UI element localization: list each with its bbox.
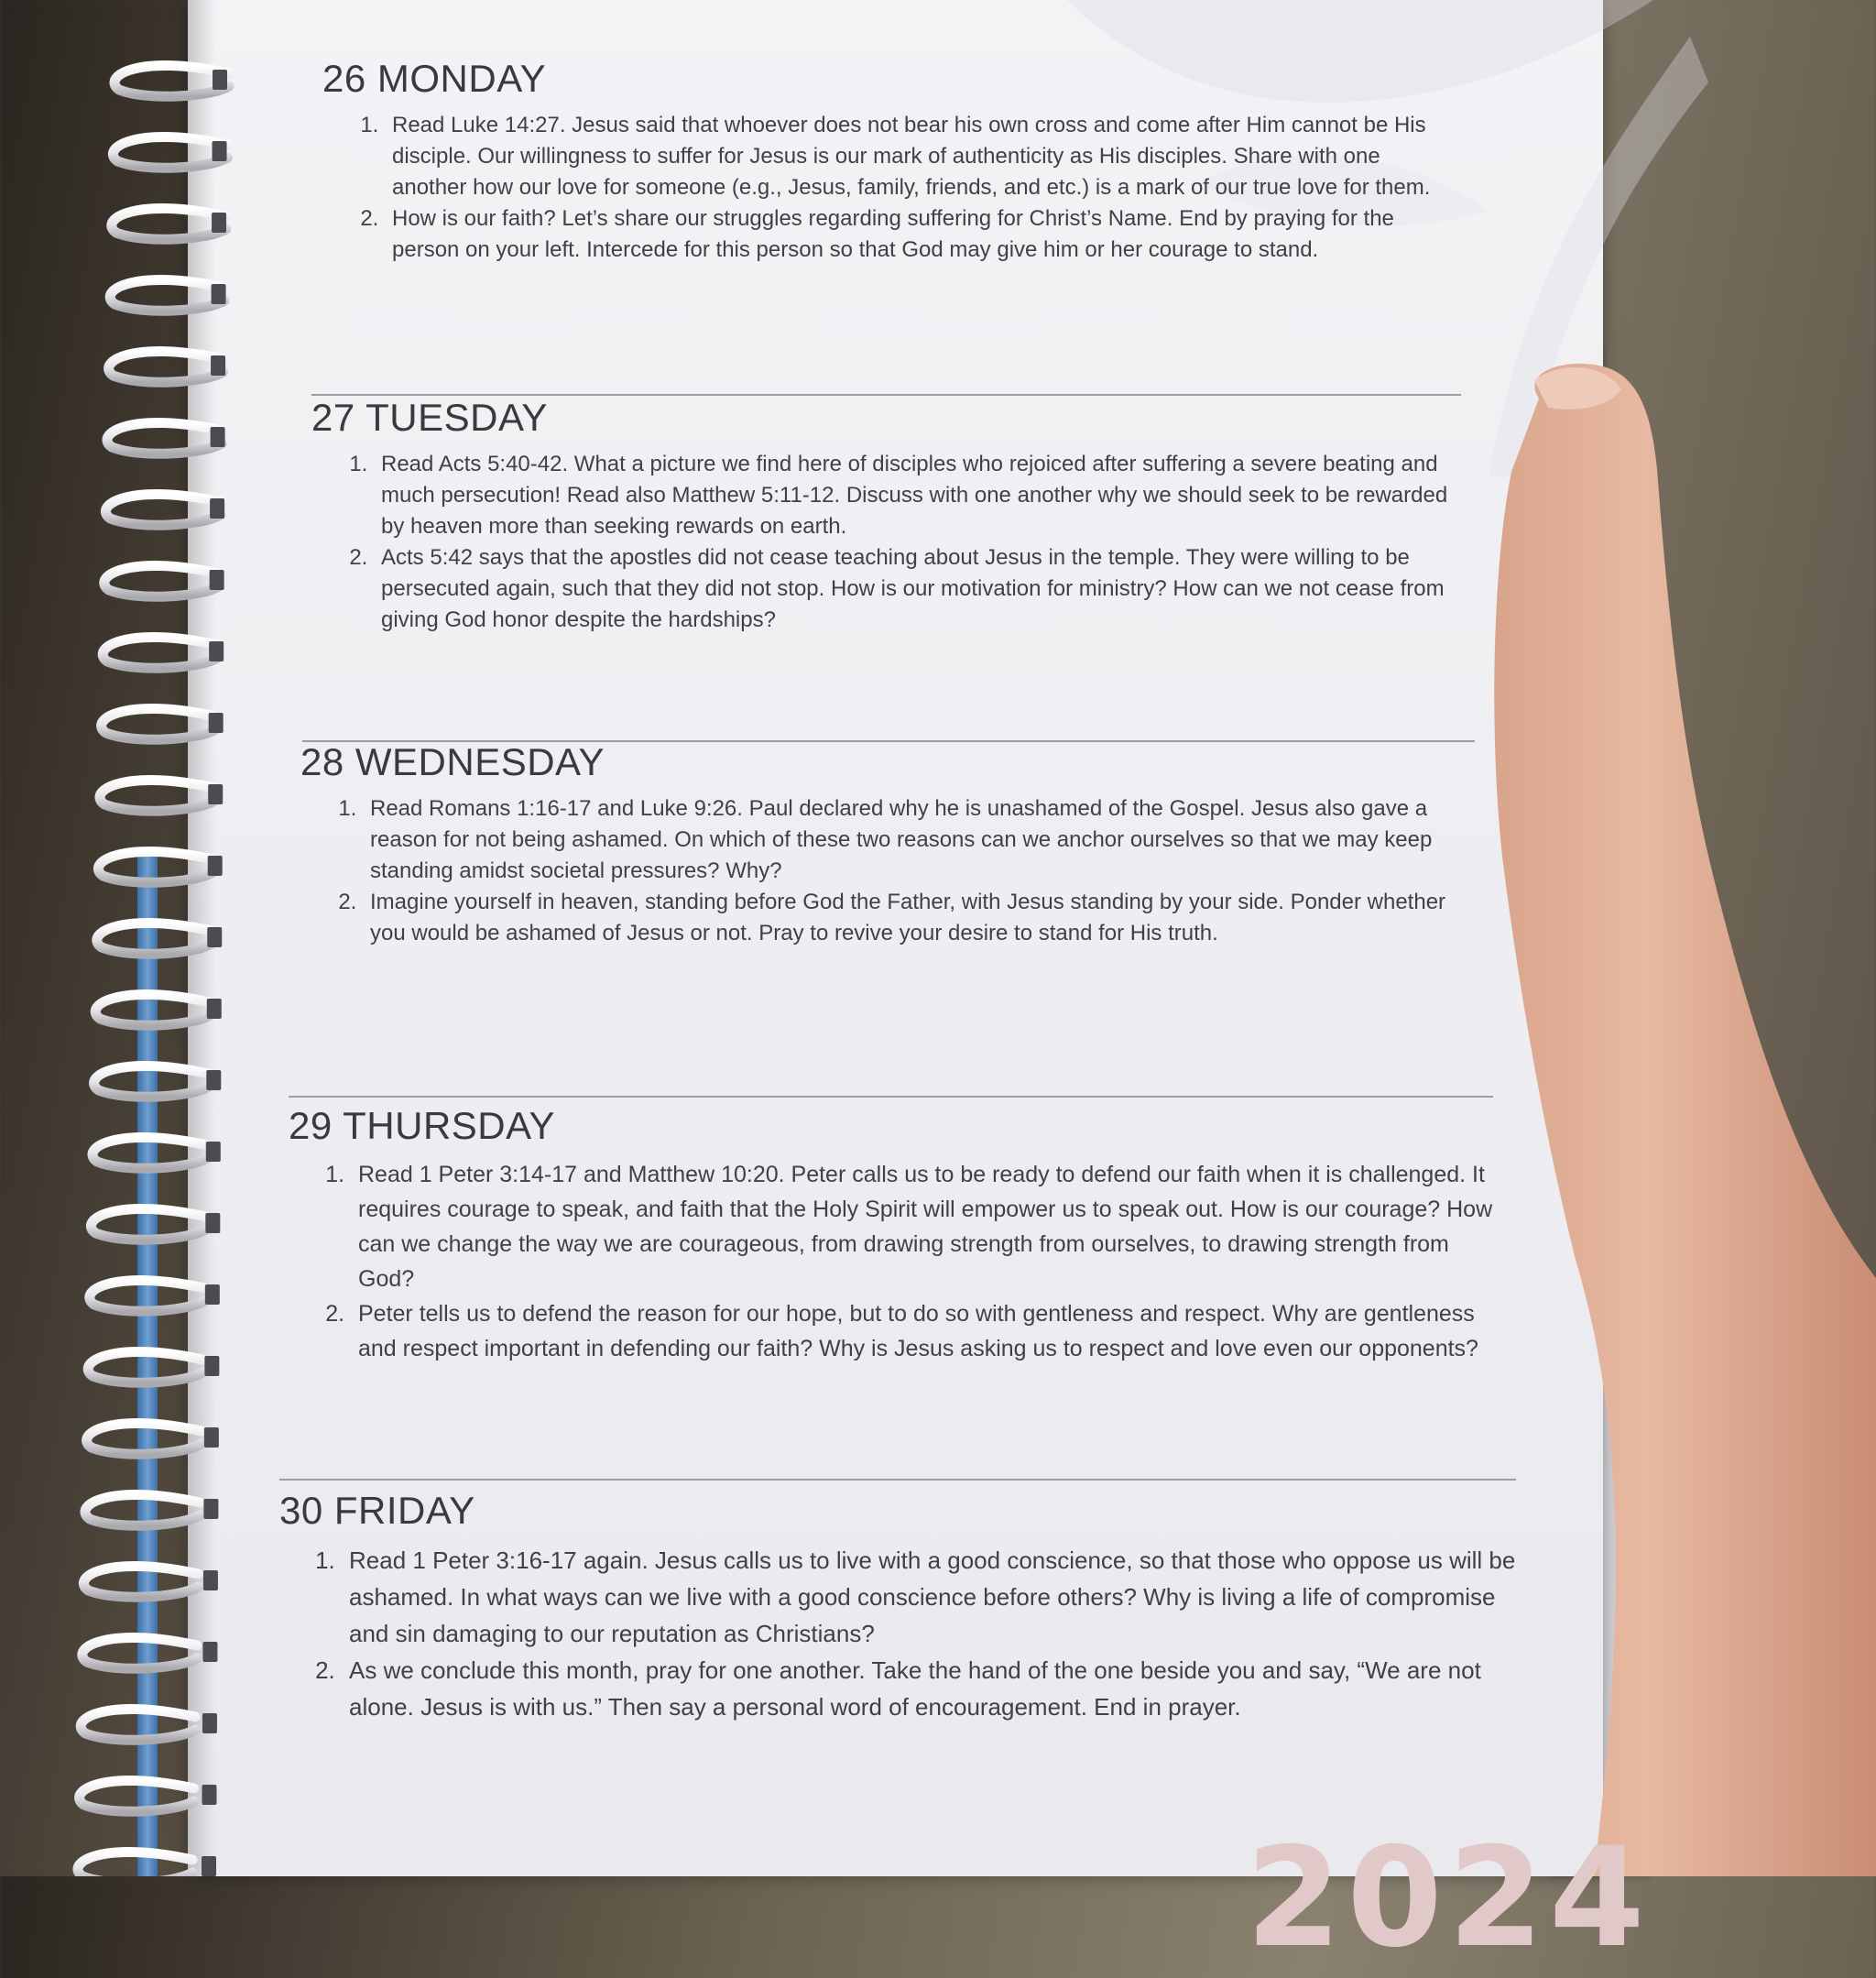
punch-hole (213, 141, 227, 161)
punch-hole (213, 70, 227, 90)
day-heading: 28 WEDNESDAY (300, 740, 605, 783)
list-item: 2. How is our faith? Let’s share our struggles regarding suffering for Christ’s Name. End by praying for the person on your left. Intercede for this person so that God may give him or her courage to stand. (385, 203, 1458, 266)
punch-hole (202, 1856, 216, 1876)
spiral-coil (98, 851, 213, 882)
day-section-friday (279, 1489, 1516, 1725)
punch-hole (212, 213, 226, 233)
spiral-coil (94, 1065, 209, 1097)
spiral-coil (85, 1494, 200, 1525)
spiral-coil (91, 1208, 205, 1240)
list-item: 2. Imagine yourself in heaven, standing before God the Father, with Jesus standing by your side. Ponder whether you would be ashamed of Jesus or not. Pray to revive your desire to stand for His truth. (363, 887, 1468, 949)
spiral-coil (93, 1137, 207, 1168)
punch-hole (206, 1070, 221, 1090)
spiral-coil (109, 351, 224, 382)
day-section-thursday (289, 1104, 1498, 1366)
spiral-coil (112, 208, 226, 239)
punch-hole (202, 1642, 217, 1662)
punch-hole (204, 1427, 219, 1448)
list-item: 2. As we conclude this month, pray for one another. Take the hand of the one beside you and say, “We are not alone. Jesus is with us.” Then say a personal word of encouragement. End in prayer. (342, 1652, 1516, 1725)
punch-hole (210, 498, 224, 519)
spiral-coil (105, 494, 220, 525)
spiral-coil (81, 1709, 195, 1740)
day-section-monday (322, 57, 1458, 266)
day-section-tuesday (311, 396, 1461, 636)
spiral-coil (82, 1637, 197, 1668)
list-item: 2. Peter tells us to defend the reason for our hope, but to do so with gentleness and respect. Why are gentleness and respect important in defending our faith? Why is Jesus asking us to respect and love even our opponents? (351, 1296, 1498, 1366)
day-heading: 26 MONDAY (322, 57, 547, 100)
discussion-list (289, 1157, 1498, 1366)
spiral-coil (113, 137, 227, 168)
spiral-coil (110, 279, 224, 311)
day-heading: 30 FRIDAY (279, 1489, 475, 1532)
day-heading: 27 TUESDAY (311, 396, 548, 439)
discussion-list (311, 449, 1461, 636)
punch-hole (204, 1356, 219, 1376)
day-section-wednesday (300, 740, 1468, 949)
year-watermark: 2024 (1246, 1819, 1651, 1978)
spiral-binding (0, 0, 275, 1876)
punch-hole (210, 570, 224, 590)
spiral-coil (103, 637, 217, 668)
punch-hole (208, 784, 223, 804)
list-item: 2. Acts 5:42 says that the apostles did not cease teaching about Jesus in the temple. They were willing to be persecuted again, such that they did not stop. How is our motivation for ministry? How can we not cease from giving God honor despite the hardships? (374, 542, 1461, 636)
hand-thumb (1484, 362, 1876, 1876)
day-heading: 29 THURSDAY (289, 1104, 556, 1147)
discussion-list (322, 110, 1458, 266)
list-item: 1. Read 1 Peter 3:16-17 again. Jesus calls us to live with a good conscience, so that those who oppose us will be ashamed. In what ways can we live with a good conscience before others? Why is living a life of compromise and sin damaging to our reputation as Christians? (342, 1542, 1516, 1652)
spiral-coil (97, 923, 212, 954)
punch-hole (203, 1499, 218, 1519)
spiral-coil (104, 565, 219, 596)
spiral-coil (83, 1566, 198, 1597)
spiral-coil (107, 422, 222, 454)
punch-hole (203, 1570, 218, 1590)
punch-hole (207, 927, 222, 947)
punch-hole (212, 284, 226, 304)
spiral-coil (95, 994, 210, 1025)
punch-hole (208, 856, 223, 876)
punch-hole (209, 713, 224, 733)
list-item: 1. Read 1 Peter 3:14-17 and Matthew 10:20. Peter calls us to be ready to defend our faith when it is challenged. It requires courage to speak, and faith that the Holy Spirit will empower us to speak out. How is our courage? How can we change the way we are courageous, from drawing strength from ourselves, to drawing strength from God? (351, 1157, 1498, 1296)
punch-hole (206, 1142, 221, 1162)
punch-hole (207, 999, 222, 1019)
spiral-coil (115, 65, 229, 96)
punch-hole (205, 1284, 220, 1305)
section-divider (289, 1096, 1493, 1098)
spiral-coil (88, 1351, 202, 1382)
spiral-coil (87, 1423, 202, 1454)
list-item: 1. Read Romans 1:16-17 and Luke 9:26. Paul declared why he is unashamed of the Gospel. Jesus also gave a reason for not being ashamed. On which of these two reasons can we anchor ourselves so that we may keep standing amidst societal pressures? Why? (363, 793, 1468, 887)
punch-hole (202, 1785, 216, 1805)
discussion-list (279, 1542, 1516, 1725)
spiral-coil (78, 1852, 192, 1876)
punch-hole (209, 641, 224, 661)
spiral-coil (100, 780, 214, 811)
section-divider (279, 1479, 1516, 1481)
discussion-list (300, 793, 1468, 949)
spiral-coil (80, 1780, 194, 1811)
list-item: 1. Read Luke 14:27. Jesus said that whoever does not bear his own cross and come after Him cannot be His disciple. Our willingness to suffer for Jesus is our mark of authenticity as His disciples. Share with one another how our love for someone (e.g., Jesus, family, friends, and etc.) is a mark of our true love for them. (385, 110, 1458, 203)
spiral-coil (90, 1280, 204, 1311)
spiral-coil (102, 708, 216, 739)
punch-hole (211, 427, 225, 447)
punch-hole (211, 355, 225, 376)
list-item: 1. Read Acts 5:40-42. What a picture we find here of disciples who rejoiced after suffering a severe beating and much persecution! Read also Matthew 5:11-12. Discuss with one another why we should seek to be rewarded by heaven more than seeking rewards on earth. (374, 449, 1461, 542)
punch-hole (205, 1213, 220, 1233)
punch-hole (202, 1713, 217, 1733)
